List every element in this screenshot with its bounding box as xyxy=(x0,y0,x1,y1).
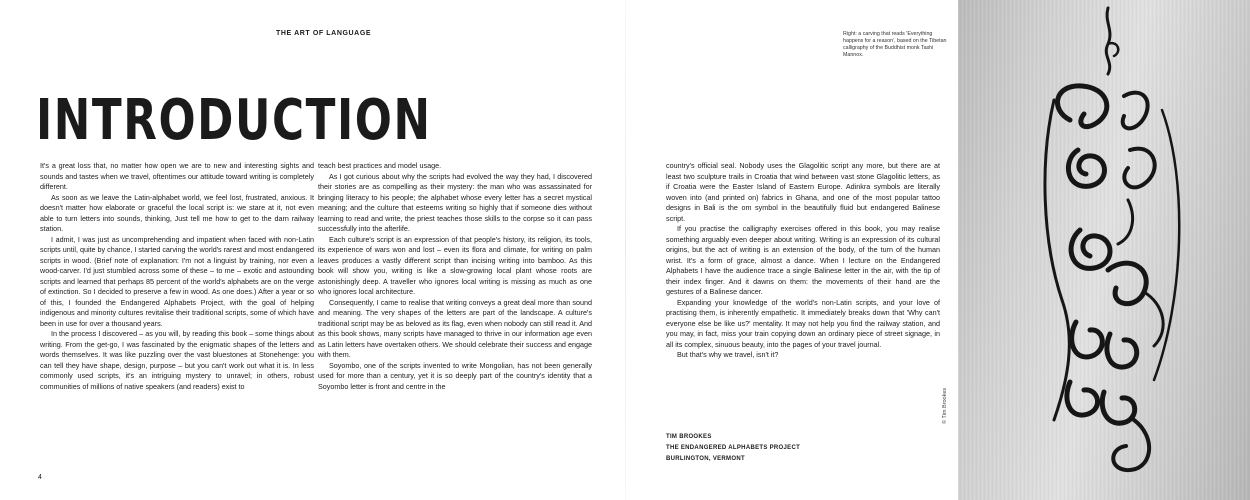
paragraph: As soon as we leave the Latin-alphabet world, we feel lost, frustrated, anxious. It doesn't matter how elaborate or graceful the local script is: we stare at it, not even able to turn letters into sounds, thinking, Just tell me how to get to the darn railway station. xyxy=(40,192,314,233)
author-name: TIM BROOKES xyxy=(666,434,712,440)
page-title: INTRODUCTION xyxy=(36,88,432,153)
paragraph: But that's why we travel, isn't it? xyxy=(677,350,779,359)
paragraph: I admit, I was just as uncomprehending and impatient when faced with non-Latin scripts until, quite by chance, I started carving the world's rarest and most endangered scripts in wood. (Brief note of explanation: I'm not a linguist by training, nor even a wood-carver. I'd just stumbled across some of these – to me – exotic and astounding scripts and learned that perhaps 85 percent of the world's alphabets are on the verge of extinction. So I decided to preserve a few in wood. As one does.) After a year or so of this, I founded the Endangered Alphabets Project, with the goal of helping indigenous and minority cultures revitalise their traditional scripts, some of which have been in use for over a thousand years. xyxy=(40,234,314,328)
tibetan-calligraphy-icon xyxy=(958,0,1250,500)
paragraph: Each culture's script is an expression of that people's history, its religion, its tools, its experience of wars won and lost – even its flora and climate, for writing on palm leaves produces a vastly different script than incising writing into bamboo. As this book will show you, writing is like a slow-growing local plant whose roots are astonishingly deep. A traveller who ignores local writing is missing as much as one who ignores local architecture. xyxy=(318,234,592,296)
paragraph: As I got curious about why the scripts had evolved the way they had, I discovered their stories are as compelling as their mystery: the man who was assassinated for bringing literacy to his people; the alphabet whose every letter has a secret mystical meaning; and the culture that esteems writing so highly that if someone dies without learning to read and write, the priest teaches those skills to the corpse so it can pass successfully into the afterlife. xyxy=(318,171,592,233)
author-location: BURLINGTON, VERMONT xyxy=(666,456,745,462)
running-head: THE ART OF LANGUAGE xyxy=(276,30,372,37)
paragraph: teach best practices and model usage. xyxy=(318,161,442,170)
paragraph: Expanding your knowledge of the world's non-Latin scripts, and your love of practising them, is inherently empathetic. It immediately breaks down that 'Why can't everyone else be like us?' mentality. It may not help you find the railway station, and you may, in fact, miss your train copying down an ordinary piece of street signage, in all its complex, sinuous beauty, into the pages of your travel journal. xyxy=(666,297,940,349)
author-organization: THE ENDANGERED ALPHABETS PROJECT xyxy=(666,445,801,451)
paragraph: It's a great loss that, no matter how open we are to new and interesting sights and sounds and tastes when we travel, oftentimes our attitude toward writing is completely different. xyxy=(40,161,314,191)
text-column-2 xyxy=(318,161,592,392)
author-signature xyxy=(666,432,800,465)
photo-credit: © Tim Brookes xyxy=(942,387,948,424)
calligraphy-carving-photo xyxy=(958,0,1250,500)
paragraph: In the process I discovered – as you will, by reading this book – some things about writing. From the get-go, I was fascinated by the enigmatic shapes of the letters and words themselves. It was like puzzling over the vast bluestones at Stonehenge: you can tell they have shape, design, purpose – but you can't work out what it is. In less commonly used scripts, it's an intriguing mystery to unravel; in others, robust communities of millions of native speakers (and readers) exist to xyxy=(40,329,314,391)
text-column-3 xyxy=(666,161,940,361)
paragraph: Soyombo, one of the scripts invented to write Mongolian, has not been generally used for more than a century, yet it is so deeply part of the country's identity that a Soyombo letter is front and centre in the xyxy=(318,360,592,391)
text-column-1 xyxy=(40,161,314,392)
paragraph: If you practise the calligraphy exercises offered in this book, you may realise something arguably even deeper about writing. Writing is an expression of its cultural origins, but the act of writing is an extension of the body, of the turn of the human wrist. It's a form of grace, almost a dance. When I lecture on the Endangered Alphabets I have the audience trace a single Balinese letter in the air, with the tip of their index finger. And it dawns on them: the movements of their hand are the gestures of a Balinese dancer. xyxy=(666,224,940,296)
paragraph: country's official seal. Nobody uses the Glagolitic script any more, but there are at least two sculpture trails in Croatia that wind between vast stone Glagolitic letters, as if Croatia were the Easter Island of Eastern Europe. Adinkra symbols are literally woven into (and printed on) fabrics in Ghana, and one of the most popular tattoo designs in Bali is the om symbol in the beautifully fluid but endangered Balinese script. xyxy=(666,161,940,223)
page-gutter xyxy=(625,0,626,500)
page-number: 4 xyxy=(38,474,42,481)
image-caption: Right: a carving that reads 'Everything happens for a reason', based on the Tibetan calligraphy of the Buddhist monk Tashi Mannox. xyxy=(843,31,947,58)
paragraph: Consequently, I came to realise that writing conveys a great deal more than sound and meaning. The very shapes of the letters are part of the landscape. A culture's traditional script may be as beloved as its flag, even when nobody can still read it. And as this book shows, many scripts have managed to thrive in our information age even as Latin letters have overtaken others. We should celebrate their success and engage with them. xyxy=(318,297,592,359)
